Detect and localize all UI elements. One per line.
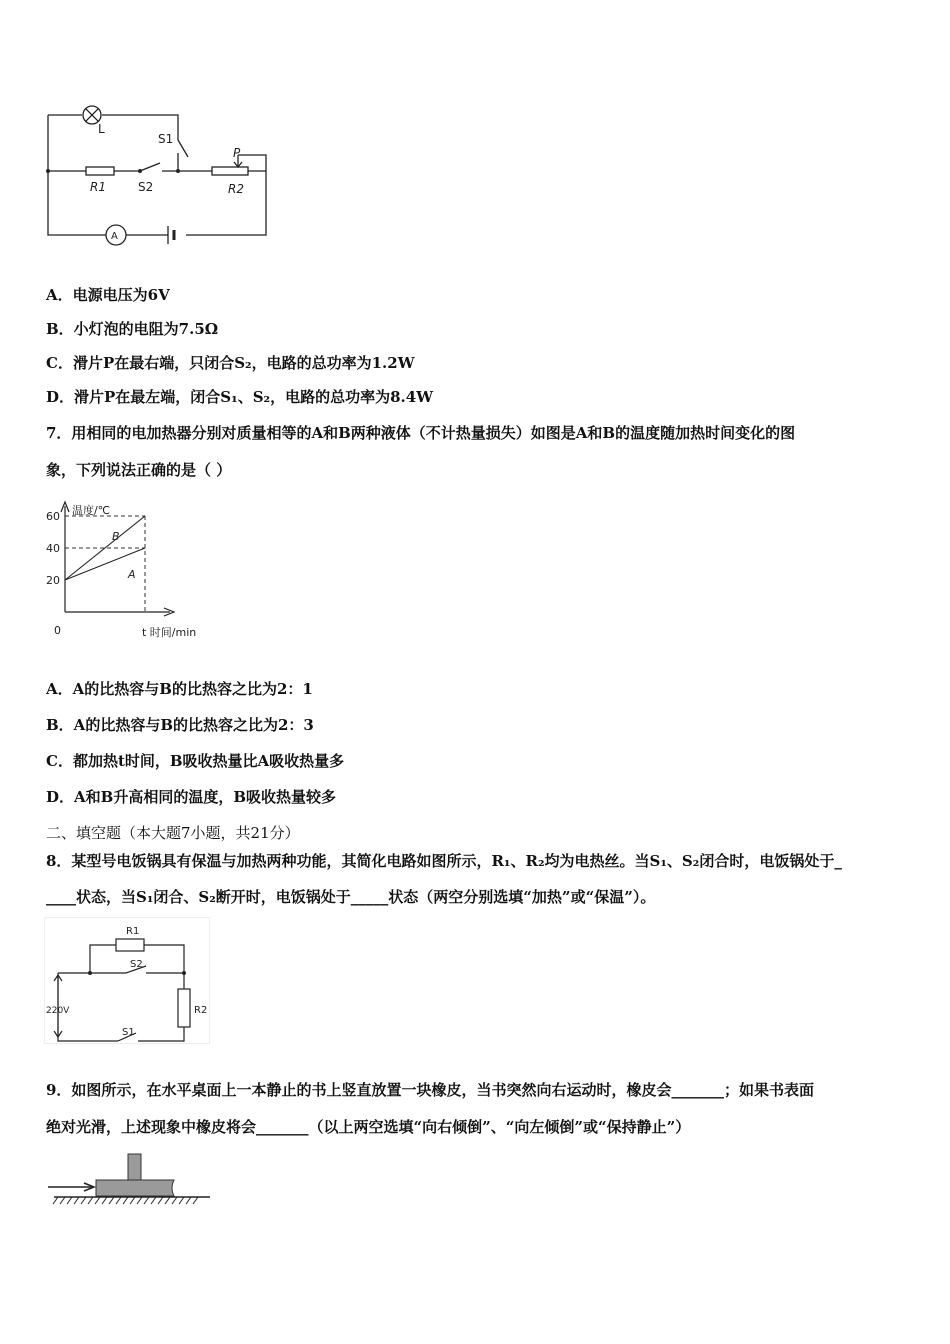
ground-hatch (179, 1197, 184, 1204)
q6-label-P: P (233, 146, 241, 160)
ground-hatch (109, 1197, 114, 1204)
q6-option-a: A．电源电压为6V (46, 286, 170, 304)
ground-hatch (74, 1197, 79, 1204)
q7-option-a: A．A的比热容与B的比热容之比为2：1 (46, 680, 313, 698)
ground-hatch (172, 1197, 177, 1204)
q6-option-d: D．滑片P在最左端，闭合S₁、S₂，电路的总功率为8.4W (46, 388, 434, 406)
q6-option-b: B．小灯泡的电阻为7.5Ω (46, 320, 219, 338)
q6-circuit-diagram (40, 95, 280, 250)
q7-ytick-60: 60 (46, 510, 60, 523)
ground-hatch (151, 1197, 156, 1204)
ground-hatch (60, 1197, 65, 1204)
ground-hatch (95, 1197, 100, 1204)
q6-label-S1: S1 (158, 132, 174, 146)
ground-hatch (53, 1197, 58, 1204)
ground-hatch (88, 1197, 93, 1204)
q7-ytick-40: 40 (46, 542, 60, 555)
q6-label-R1: R1 (90, 180, 106, 194)
q7-option-c: C．都加热t时间，B吸收热量比A吸收热量多 (46, 752, 345, 770)
book (96, 1180, 174, 1196)
q6-label-S2: S2 (138, 180, 154, 194)
ground-hatch (158, 1197, 163, 1204)
eraser (128, 1154, 141, 1182)
ground-hatch (186, 1197, 191, 1204)
q7-stem-line1: 7．用相同的电加热器分别对质量相等的A和B两种液体（不计热量损失）如图是A和B的温度随加热时间变化的图 (46, 424, 796, 442)
q8-label-S2: S2 (130, 959, 143, 970)
q7-origin: 0 (54, 624, 61, 637)
q6-option-c: C．滑片P在最右端，只闭合S₂，电路的总功率为1.2W (46, 354, 415, 372)
ground-hatch (144, 1197, 149, 1204)
q8-label-R1: R1 (126, 926, 140, 937)
q7-line-b-label: B (112, 530, 120, 543)
q7-temperature-graph (40, 498, 220, 643)
ground-hatch (67, 1197, 72, 1204)
ground-hatch (81, 1197, 86, 1204)
ground-hatch (165, 1197, 170, 1204)
ground-hatch (137, 1197, 142, 1204)
q6-ammeter-label: A (111, 231, 118, 242)
q7-xlabel: t 时间/min (142, 626, 197, 639)
ground-hatch (123, 1197, 128, 1204)
q8-line2: ____状态，当S₁闭合、S₂断开时，电饭锅处于_____状态（两空分别选填“加热”或“保温”）。 (46, 888, 656, 906)
ground-hatch (130, 1197, 135, 1204)
q9-line2: 绝对光滑，上述现象中橡皮将会_______（以上两空选填“向右倾倒”、“向左倾倒”或“保持静止”） (46, 1118, 691, 1136)
q9-book-eraser-figure (44, 1150, 214, 1210)
q7-line-a-label: A (128, 568, 136, 581)
q8-voltage-label: 220V (46, 1006, 70, 1016)
q6-label-R2: R2 (228, 182, 244, 196)
ground-hatch (102, 1197, 107, 1204)
section-heading: 二、填空题（本大题7小题，共21分） (46, 824, 300, 842)
q8-label-S1: S1 (122, 1027, 135, 1038)
q8-line1: 8．某型号电饭锅具有保温与加热两种功能，其简化电路如图所示，R₁、R₂均为电热丝。当S₁、S₂闭合时，电饭锅处于_ (46, 852, 842, 870)
q7-stem-line2: 象，下列说法正确的是（ ） (46, 461, 232, 479)
ground-hatch (193, 1197, 198, 1204)
q7-option-d: D．A和B升高相同的温度，B吸收热量较多 (46, 788, 337, 806)
q7-ylabel: 温度/℃ (72, 504, 111, 517)
q7-ytick-20: 20 (46, 574, 60, 587)
ground-hatch (116, 1197, 121, 1204)
q6-label-L: L (98, 122, 105, 136)
q8-label-R2: R2 (194, 1005, 208, 1016)
q8-circuit-diagram (44, 917, 214, 1045)
q7-option-b: B．A的比热容与B的比热容之比为2：3 (46, 716, 314, 734)
q9-line1: 9．如图所示，在水平桌面上一本静止的书上竖直放置一块橡皮，当书突然向右运动时，橡皮会_______；如果书表面 (46, 1081, 814, 1099)
